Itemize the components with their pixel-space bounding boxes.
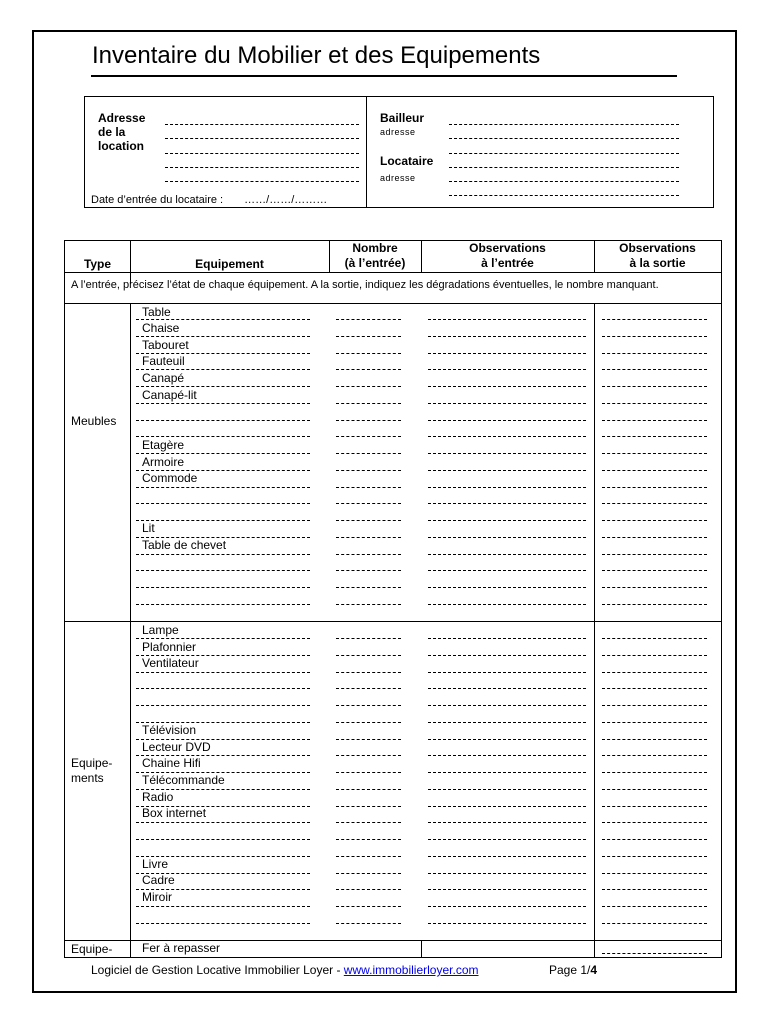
note-rule xyxy=(65,303,721,304)
equipements-row-nombre-line[interactable] xyxy=(336,873,401,874)
equipements-row-obs-sortie-line[interactable] xyxy=(602,856,707,857)
meubles-row-equipement-line[interactable] xyxy=(136,403,310,404)
equipements-row-obs-entree-line[interactable] xyxy=(428,873,586,874)
equipements-row-nombre-line[interactable] xyxy=(336,705,401,706)
meubles-row-obs-entree-line[interactable] xyxy=(428,587,586,588)
meubles-row-equipement-line[interactable] xyxy=(136,503,310,504)
equipements-row-nombre-line[interactable] xyxy=(336,889,401,890)
meubles-row-obs-entree-line[interactable] xyxy=(428,520,586,521)
equipements-row-obs-sortie-line[interactable] xyxy=(602,688,707,689)
meubles-row-equipement-line[interactable] xyxy=(136,587,310,588)
meubles-row-nombre-line[interactable] xyxy=(336,436,401,437)
equipements-row-nombre-line[interactable] xyxy=(336,672,401,673)
equipements-row-equipement-line[interactable] xyxy=(136,705,310,706)
equipements-row-obs-entree-line[interactable] xyxy=(428,822,586,823)
meubles-row-nombre-line[interactable] xyxy=(336,470,401,471)
equipements-row-obs-sortie-line[interactable] xyxy=(602,722,707,723)
equipements-row-nombre-line[interactable] xyxy=(336,638,401,639)
equipements-row-equipement-line[interactable] xyxy=(136,889,310,890)
address-field-line-5[interactable] xyxy=(165,181,359,182)
equipements-row-obs-sortie-line[interactable] xyxy=(602,672,707,673)
meubles-row-obs-entree-line[interactable] xyxy=(428,604,586,605)
item-telecommande: Télécommande xyxy=(142,773,225,787)
equipements-row-nombre-line[interactable] xyxy=(336,688,401,689)
meubles-row-nombre-line[interactable] xyxy=(336,537,401,538)
address-box xyxy=(84,96,714,208)
item-livre: Livre xyxy=(142,857,169,871)
equipements-row-equipement-line[interactable] xyxy=(136,806,310,807)
meubles-row-obs-sortie-line[interactable] xyxy=(602,336,707,337)
fer-row-obs-sortie-line[interactable] xyxy=(602,953,707,954)
equipements-row-obs-sortie-line[interactable] xyxy=(602,889,707,890)
inventory-table xyxy=(64,240,722,958)
equipements-row-obs-entree-line[interactable] xyxy=(428,688,586,689)
equipements-row-equipement-line[interactable] xyxy=(136,672,310,673)
locataire-field-line-1[interactable] xyxy=(449,167,679,168)
equipements-row-obs-sortie-line[interactable] xyxy=(602,739,707,740)
type-meubles: Meubles xyxy=(71,414,117,428)
item-box-internet: Box internet xyxy=(142,806,207,820)
equipements-row-obs-sortie-line[interactable] xyxy=(602,923,707,924)
bailleur-adresse-label: adresse xyxy=(380,127,416,137)
type-equipements-cont: Equipe- xyxy=(71,942,113,956)
equipements-row-nombre-line[interactable] xyxy=(336,739,401,740)
meubles-row-obs-entree-line[interactable] xyxy=(428,487,586,488)
meubles-row-obs-sortie-line[interactable] xyxy=(602,420,707,421)
item-lampe: Lampe xyxy=(142,623,179,637)
meubles-row-nombre-line[interactable] xyxy=(336,453,401,454)
equipements-row-equipement-line[interactable] xyxy=(136,722,310,723)
meubles-row-obs-entree-line[interactable] xyxy=(428,336,586,337)
equipements-row-equipement-line[interactable] xyxy=(136,655,310,656)
equipements-row-nombre-line[interactable] xyxy=(336,839,401,840)
meubles-row-obs-entree-line[interactable] xyxy=(428,470,586,471)
meubles-row-obs-sortie-line[interactable] xyxy=(602,587,707,588)
item-lit: Lit xyxy=(142,521,155,535)
meubles-row-equipement-line[interactable] xyxy=(136,487,310,488)
date-entree-label: Date d’entrée du locataire : ……/……/……… xyxy=(91,194,328,206)
meubles-row-obs-entree-line[interactable] xyxy=(428,537,586,538)
meubles-row-obs-entree-line[interactable] xyxy=(428,319,586,320)
item-radio: Radio xyxy=(142,790,174,804)
equipements-row-equipement-line[interactable] xyxy=(136,688,310,689)
equipements-row-obs-sortie-line[interactable] xyxy=(602,705,707,706)
meubles-row-equipement-line[interactable] xyxy=(136,537,310,538)
equipements-row-nombre-line[interactable] xyxy=(336,856,401,857)
meubles-row-obs-sortie-line[interactable] xyxy=(602,554,707,555)
equipements-row-obs-sortie-line[interactable] xyxy=(602,638,707,639)
meubles-row-obs-sortie-line[interactable] xyxy=(602,470,707,471)
item-lecteur-dvd: Lecteur DVD xyxy=(142,740,211,754)
address-field-line-2[interactable] xyxy=(165,138,359,139)
equipements-row-equipement-line[interactable] xyxy=(136,923,310,924)
meubles-row-equipement-line[interactable] xyxy=(136,336,310,337)
item-commode: Commode xyxy=(142,471,198,485)
section-rule-1 xyxy=(65,621,721,622)
meubles-row-obs-entree-line[interactable] xyxy=(428,453,586,454)
meubles-row-obs-sortie-line[interactable] xyxy=(602,436,707,437)
meubles-row-equipement-line[interactable] xyxy=(136,520,310,521)
equipements-row-nombre-line[interactable] xyxy=(336,806,401,807)
equipements-row-equipement-line[interactable] xyxy=(136,906,310,907)
page-number: Page 1/4 xyxy=(549,963,598,977)
footer-website-link[interactable]: www.immobilierloyer.com xyxy=(343,963,479,977)
date-entree-field[interactable]: ……/……/……… xyxy=(244,194,328,206)
equipements-row-equipement-line[interactable] xyxy=(136,638,310,639)
item-television: Télévision xyxy=(142,723,197,737)
equipements-row-obs-sortie-line[interactable] xyxy=(602,755,707,756)
equipements-row-equipement-line[interactable] xyxy=(136,739,310,740)
page-title: Inventaire du Mobilier et des Equipements xyxy=(92,42,541,69)
meubles-row-obs-entree-line[interactable] xyxy=(428,386,586,387)
meubles-row-equipement-line[interactable] xyxy=(136,604,310,605)
meubles-row-obs-entree-line[interactable] xyxy=(428,403,586,404)
address-field-line-3[interactable] xyxy=(165,153,359,154)
meubles-row-obs-sortie-line[interactable] xyxy=(602,403,707,404)
meubles-row-obs-sortie-line[interactable] xyxy=(602,487,707,488)
meubles-row-obs-entree-line[interactable] xyxy=(428,420,586,421)
item-ventilateur: Ventilateur xyxy=(142,656,199,670)
footer: Logiciel de Gestion Locative Immobilier Loyer - www.immobilierloyer.com xyxy=(91,963,479,977)
meubles-row-equipement-line[interactable] xyxy=(136,470,310,471)
item-canape: Canapé xyxy=(142,371,185,385)
equipements-row-equipement-line[interactable] xyxy=(136,755,310,756)
bailleur-field-line-1[interactable] xyxy=(449,124,679,125)
meubles-row-obs-sortie-line[interactable] xyxy=(602,503,707,504)
equipements-row-obs-sortie-line[interactable] xyxy=(602,906,707,907)
address-label: Adresse de la location xyxy=(98,111,146,153)
meubles-row-nombre-line[interactable] xyxy=(336,403,401,404)
locataire-field-line-3[interactable] xyxy=(449,195,679,196)
equipements-row-nombre-line[interactable] xyxy=(336,722,401,723)
instructions-note: A l’entrée, précisez l’état de chaque équipement. A la sortie, indiquez les dégradations éventuelles, le nombre manquant. xyxy=(71,279,659,291)
header-obs-sortie: Observations à la sortie xyxy=(619,241,696,270)
equipements-row-obs-sortie-line[interactable] xyxy=(602,789,707,790)
meubles-row-nombre-line[interactable] xyxy=(336,570,401,571)
equipements-row-obs-entree-line[interactable] xyxy=(428,705,586,706)
equipements-row-nombre-line[interactable] xyxy=(336,822,401,823)
meubles-row-nombre-line[interactable] xyxy=(336,487,401,488)
equipements-row-nombre-line[interactable] xyxy=(336,772,401,773)
item-chaine-hifi: Chaine Hifi xyxy=(142,756,201,770)
item-fer-a-repasser: Fer à repasser xyxy=(142,941,221,955)
locataire-label: Locataire xyxy=(380,154,434,168)
equipements-row-obs-entree-line[interactable] xyxy=(428,839,586,840)
meubles-row-nombre-line[interactable] xyxy=(336,604,401,605)
meubles-row-obs-sortie-line[interactable] xyxy=(602,386,707,387)
item-table-de-chevet: Table de chevet xyxy=(142,538,227,552)
meubles-row-obs-sortie-line[interactable] xyxy=(602,537,707,538)
title-rule xyxy=(91,75,677,77)
equipements-row-obs-entree-line[interactable] xyxy=(428,856,586,857)
meubles-row-equipement-line[interactable] xyxy=(136,369,310,370)
meubles-row-obs-sortie-line[interactable] xyxy=(602,353,707,354)
meubles-row-obs-sortie-line[interactable] xyxy=(602,604,707,605)
header-obs-entree: Observations à l’entrée xyxy=(469,241,546,270)
item-chaise: Chaise xyxy=(142,321,180,335)
item-table: Table xyxy=(142,305,171,319)
meubles-row-nombre-line[interactable] xyxy=(336,520,401,521)
equipements-row-obs-entree-line[interactable] xyxy=(428,755,586,756)
meubles-row-obs-sortie-line[interactable] xyxy=(602,319,707,320)
header-type: Type xyxy=(83,257,112,271)
equipements-row-obs-sortie-line[interactable] xyxy=(602,839,707,840)
meubles-row-equipement-line[interactable] xyxy=(136,554,310,555)
locataire-adresse-label: adresse xyxy=(380,173,416,183)
meubles-row-equipement-line[interactable] xyxy=(136,353,310,354)
bailleur-field-line-2[interactable] xyxy=(449,138,679,139)
meubles-row-nombre-line[interactable] xyxy=(336,554,401,555)
equipements-row-obs-entree-line[interactable] xyxy=(428,638,586,639)
item-armoire: Armoire xyxy=(142,455,185,469)
item-etagere: Etagère xyxy=(142,438,185,452)
meubles-row-nombre-line[interactable] xyxy=(336,503,401,504)
equipements-row-obs-entree-line[interactable] xyxy=(428,722,586,723)
meubles-row-equipement-line[interactable] xyxy=(136,420,310,421)
bailleur-label: Bailleur xyxy=(380,111,425,125)
meubles-row-obs-sortie-line[interactable] xyxy=(602,570,707,571)
header-rule xyxy=(65,272,721,273)
equipements-row-obs-entree-line[interactable] xyxy=(428,889,586,890)
meubles-row-obs-entree-line[interactable] xyxy=(428,369,586,370)
equipements-row-obs-entree-line[interactable] xyxy=(428,906,586,907)
col-line-obs-body xyxy=(594,304,595,957)
equipements-row-obs-entree-line[interactable] xyxy=(428,806,586,807)
item-tabouret: Tabouret xyxy=(142,338,189,352)
equipements-row-obs-entree-line[interactable] xyxy=(428,923,586,924)
meubles-row-equipement-line[interactable] xyxy=(136,453,310,454)
bailleur-field-line-3[interactable] xyxy=(449,153,679,154)
meubles-row-equipement-line[interactable] xyxy=(136,570,310,571)
meubles-row-obs-sortie-line[interactable] xyxy=(602,453,707,454)
meubles-row-obs-sortie-line[interactable] xyxy=(602,520,707,521)
item-cadre: Cadre xyxy=(142,873,175,887)
equipements-row-equipement-line[interactable] xyxy=(136,822,310,823)
equipements-row-obs-entree-line[interactable] xyxy=(428,655,586,656)
equipements-row-obs-entree-line[interactable] xyxy=(428,789,586,790)
equipements-row-obs-sortie-line[interactable] xyxy=(602,873,707,874)
address-field-line-1[interactable] xyxy=(165,124,359,125)
meubles-row-equipement-line[interactable] xyxy=(136,319,310,320)
equipements-row-nombre-line[interactable] xyxy=(336,923,401,924)
equipements-row-nombre-line[interactable] xyxy=(336,906,401,907)
meubles-row-obs-entree-line[interactable] xyxy=(428,353,586,354)
meubles-row-obs-sortie-line[interactable] xyxy=(602,369,707,370)
item-miroir: Miroir xyxy=(142,890,172,904)
meubles-row-obs-entree-line[interactable] xyxy=(428,503,586,504)
item-plafonnier: Plafonnier xyxy=(142,640,197,654)
equipements-row-nombre-line[interactable] xyxy=(336,789,401,790)
equipements-row-obs-entree-line[interactable] xyxy=(428,772,586,773)
equipements-row-nombre-line[interactable] xyxy=(336,655,401,656)
locataire-field-line-2[interactable] xyxy=(449,181,679,182)
equipements-row-equipement-line[interactable] xyxy=(136,772,310,773)
equipements-row-obs-sortie-line[interactable] xyxy=(602,822,707,823)
equipements-row-obs-entree-line[interactable] xyxy=(428,672,586,673)
meubles-row-equipement-line[interactable] xyxy=(136,436,310,437)
address-box-divider xyxy=(366,97,367,208)
meubles-row-obs-entree-line[interactable] xyxy=(428,554,586,555)
equipements-row-nombre-line[interactable] xyxy=(336,755,401,756)
item-canape-lit: Canapé-lit xyxy=(142,388,197,402)
meubles-row-equipement-line[interactable] xyxy=(136,386,310,387)
meubles-row-nombre-line[interactable] xyxy=(336,336,401,337)
meubles-row-nombre-line[interactable] xyxy=(336,420,401,421)
meubles-row-nombre-line[interactable] xyxy=(336,319,401,320)
meubles-row-nombre-line[interactable] xyxy=(336,587,401,588)
equipements-row-equipement-line[interactable] xyxy=(136,856,310,857)
meubles-row-nombre-line[interactable] xyxy=(336,353,401,354)
meubles-row-nombre-line[interactable] xyxy=(336,386,401,387)
equipements-row-equipement-line[interactable] xyxy=(136,789,310,790)
equipements-row-equipement-line[interactable] xyxy=(136,873,310,874)
equipements-row-equipement-line[interactable] xyxy=(136,839,310,840)
item-fauteuil: Fauteuil xyxy=(142,354,185,368)
meubles-row-nombre-line[interactable] xyxy=(336,369,401,370)
type-equipements: Equipe- ments xyxy=(71,756,113,785)
equipements-row-obs-sortie-line[interactable] xyxy=(602,655,707,656)
meubles-row-obs-entree-line[interactable] xyxy=(428,436,586,437)
meubles-row-obs-entree-line[interactable] xyxy=(428,570,586,571)
col-line-type-body xyxy=(130,304,131,957)
col-line-nombre-last xyxy=(421,941,422,958)
address-field-line-4[interactable] xyxy=(165,167,359,168)
header-nombre: Nombre (à l’entrée) xyxy=(344,241,406,270)
header-equipement: Equipement xyxy=(195,257,264,271)
equipements-row-obs-sortie-line[interactable] xyxy=(602,772,707,773)
equipements-row-obs-entree-line[interactable] xyxy=(428,739,586,740)
equipements-row-obs-sortie-line[interactable] xyxy=(602,806,707,807)
